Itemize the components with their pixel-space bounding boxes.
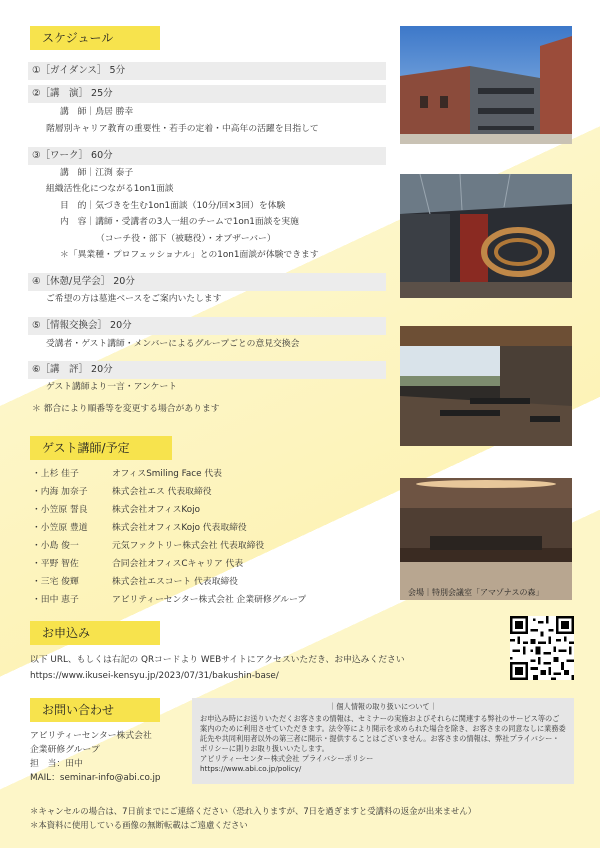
schedule-item-5: ⑤［情報交換会］ 20分 — [28, 317, 386, 335]
apply-text: 以下 URL、もしくは右記の QRコードより WEBサイトにアクセスいただき、お申込みください — [30, 655, 405, 665]
schedule-item-3-line: 内 容｜講師・受講者の3人一組のチームで1on1面談を実施 — [60, 217, 299, 227]
schedule-item-2: ②［講 演］ 25分 — [28, 85, 386, 103]
schedule-note: ＊ 都合により順番等を変更する場合があります — [32, 404, 220, 414]
schedule-item-3-line: 組織活性化につながる1on1面談 — [46, 184, 174, 194]
schedule-item-2-line: 講 師｜鳥居 勝幸 — [60, 107, 134, 117]
schedule-heading: スケジュール — [30, 26, 160, 50]
privacy-body: お申込み時にお送りいただくお客さまの情報は、セミナーの実施およびそれらに関連する弊社のサービス等のご案内のために利用させていただきます。法令等により開示を求められた場合を除き、お客さまの同意なしに業務委託先や共同利用者以外の第三者に開示・提供することはございません。お客さまの情報は、弊社プライバシー・ポリシーに則りお取り扱いいたします。 — [200, 714, 566, 753]
schedule-item-3-line: 目 的｜気づきを生む1on1面談（10分/回×3回）を体験 — [60, 201, 286, 211]
conference-room-photo — [400, 478, 572, 600]
schedule-item-6: ⑥［講 評］ 20分 — [28, 361, 386, 379]
guests-heading: ゲスト講師/予定 — [30, 436, 172, 460]
schedule-item-5-line: 受講者・ゲスト講師・メンバーによるグループごとの意見交換会 — [46, 339, 300, 349]
cancel-note: ＊キャンセルの場合は、7日前までにご連絡ください（恐れ入りますが、7日を過ぎますと受講料の返金が出来ません） — [30, 806, 477, 816]
schedule-item-3-line: 講 師｜江渕 泰子 — [60, 168, 134, 178]
interior-atrium-photo — [400, 174, 572, 298]
privacy-policy-name: アビリティーセンター株式会社 プライバシーポリシー — [200, 754, 374, 763]
venue-caption: 会場｜特別会議室「アマゾナスの森」 — [408, 588, 544, 597]
guest-row: ・三宅 俊輝 株式会社エスコート 代表取締役 — [32, 577, 238, 587]
contact-heading: お問い合わせ — [30, 698, 160, 722]
schedule-item-1: ①［ガイダンス］ 5分 — [28, 62, 386, 80]
apply-heading: お申込み — [30, 621, 160, 645]
schedule-item-4-line: ご希望の方は墓進ベースをご案内いたします — [46, 294, 222, 304]
copyright-note: ＊本資料に使用している画像の無断転載はご遠慮ください — [30, 820, 248, 830]
contact-person: 担 当：田中 — [30, 759, 83, 769]
building-exterior-photo — [400, 26, 572, 144]
guest-row: ・小島 俊一 元気ファクトリー株式会社 代表取締役 — [32, 541, 265, 551]
privacy-box — [192, 698, 574, 784]
guest-row: ・小笠原 豊道 株式会社オフィスKojo 代表取締役 — [32, 523, 247, 533]
guest-row: ・平野 智佐 合同会社オフィスCキャリア 代表 — [32, 559, 244, 569]
qr-code[interactable] — [510, 616, 574, 680]
schedule-item-4: ④［休憩/見学会］ 20分 — [28, 273, 386, 291]
schedule-item-3-line: ＊「異業種・プロフェッショナル」との1on1面談が体験できます — [60, 250, 319, 260]
apply-url[interactable]: https://www.ikusei-kensyu.jp/2023/07/31/bakushin-base/ — [30, 671, 279, 681]
schedule-item-3-line: （コーチ役・部下（被聴役）・オブザーバー） — [96, 234, 276, 244]
contact-company: アビリティーセンター株式会社 — [30, 731, 152, 741]
privacy-title: ｜個人情報の取り扱いについて｜ — [329, 702, 437, 711]
guest-row: ・小笠原 誓良 株式会社オフィスKojo — [32, 505, 200, 515]
contact-dept: 企業研修グループ — [30, 745, 100, 755]
privacy-policy-link[interactable]: https://www.abi.co.jp/policy/ — [200, 764, 302, 773]
guest-row: ・田中 恵子 アビリティーセンター株式会社 企業研修グループ — [32, 595, 307, 605]
terrace-photo — [400, 326, 572, 446]
contact-mail[interactable]: MAIL：seminar-info@abi.co.jp — [30, 773, 161, 783]
schedule-item-2-line: 階層別キャリア教育の重要性・若手の定着・中高年の活躍を目指して — [46, 124, 319, 134]
guest-row: ・内海 加奈子 株式会社エス 代表取締役 — [32, 487, 212, 497]
schedule-item-6-line: ゲスト講師より一言・アンケート — [46, 382, 178, 392]
guest-row: ・上杉 佳子 オフィスSmiling Face 代表 — [32, 469, 222, 479]
schedule-item-3: ③［ワーク］ 60分 — [28, 147, 386, 165]
